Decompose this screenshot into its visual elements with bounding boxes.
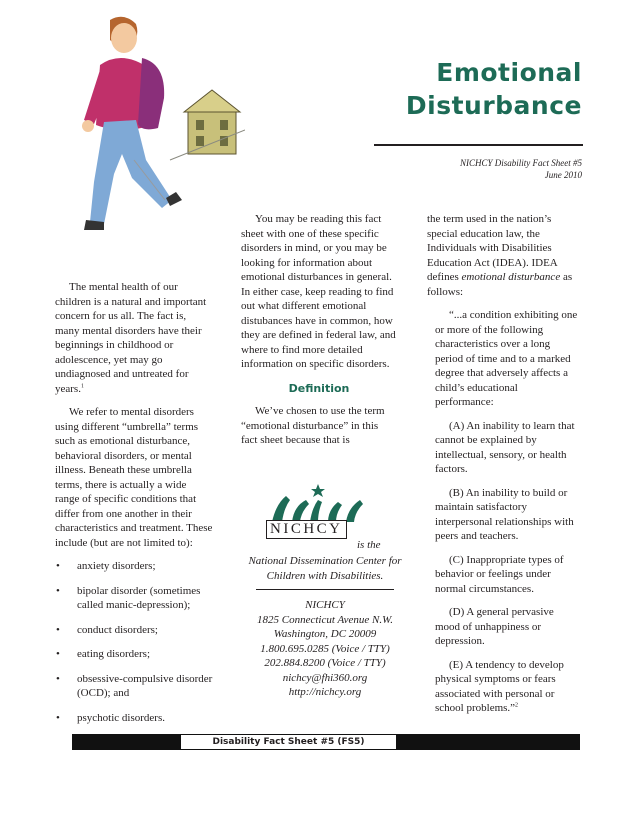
- quote-item-e-text: (E) A tendency to develop physical symptoms or fears associated with personal or school problems.”: [435, 658, 564, 714]
- nichcy-contact-box: [244, 482, 406, 700]
- school-building-icon: [170, 90, 245, 160]
- fact-sheet-date: June 2010: [544, 170, 582, 180]
- fact-sheet-label: NICHCY Disability Fact Sheet #5: [460, 158, 582, 168]
- page-title: [406, 56, 582, 122]
- quote-intro: “...a condition exhibiting one or more of the following characteristics over a long period of time and to a marked degree that adversely affects a child’s educational performance:: [435, 309, 578, 408]
- nichcy-website: http://nichcy.org: [288, 686, 362, 698]
- child-with-backpack-illustration: [70, 10, 245, 250]
- disorders-list: [55, 559, 213, 725]
- intro-paragraph: [55, 280, 213, 396]
- footnote-ref-1: 1: [80, 382, 84, 389]
- child-figure-icon: [82, 17, 182, 230]
- list-item: • obsessive-compulsive disorder (OCD); and: [55, 672, 213, 701]
- idea-text-em: emotional disturbance: [461, 271, 561, 283]
- nichcy-logo: [244, 482, 406, 551]
- nichcy-city: Washington, DC 20009: [273, 628, 377, 640]
- idea-text-b: as follows:: [427, 271, 573, 298]
- title-line-2: Disturbance: [405, 91, 582, 120]
- list-item: • anxiety disorders;: [55, 559, 213, 574]
- list-item: • bipolar disorder (sometimes called manic-depression);: [55, 584, 213, 613]
- list-item: • conduct disorders;: [55, 623, 213, 638]
- nichcy-name: NICHCY: [305, 599, 345, 611]
- column-3: [427, 212, 579, 725]
- quote-item-d: (D) A general pervasive mood of unhappiness or depression.: [435, 606, 554, 647]
- nichcy-is-the: is the: [357, 539, 381, 551]
- definition-heading: Definition: [288, 381, 350, 395]
- nichcy-phone-1: 1.800.695.0285 (Voice / TTY): [260, 642, 390, 655]
- nichcy-divider: [256, 589, 394, 590]
- idea-paragraph: [427, 212, 579, 299]
- nichcy-wordmark: NICHCY: [266, 520, 347, 539]
- column-1: [55, 280, 213, 735]
- list-item: • psychotic disorders.: [55, 711, 213, 726]
- footnote-ref-2: 2: [515, 702, 519, 709]
- definition-intro-paragraph: We’ve chosen to use the term “emotional disturbance” in this fact sheet because that is: [241, 405, 385, 446]
- list-item: • eating disorders;: [55, 647, 213, 662]
- intro-text: The mental health of our children is a natural and important concern for us all. The fact is, many mental disorders have their beginnings in childhood or adolescence, yet may go undiagnosed and untreated for years.: [55, 281, 207, 395]
- umbrella-paragraph: We refer to mental disorders using different “umbrella” terms such as emotional disturbance, behavioral disorders, or mental illness. Beneath these umbrella terms, there is actually a wide range of specific conditions that differ from one another in their characteristics and treatment. These include (but are not limited to):: [55, 406, 213, 549]
- nichcy-address: 1825 Connecticut Avenue N.W.: [257, 613, 393, 626]
- title-line-1: Emotional: [436, 58, 582, 87]
- quote-item-b: (B) An inability to build or maintain satisfactory interpersonal relationships with peers and teachers.: [435, 486, 574, 542]
- reading-paragraph: You may be reading this fact sheet with one of these specific disorders in mind, or you may be looking for information about emotional disturbances in general. In either case, keep reading to find out what different emotional distubances have in common, how they are defined in federal law, and where to find more detailed information on specific disorders.: [241, 213, 396, 370]
- nichcy-email: nichcy@fhi360.org: [282, 671, 368, 684]
- fact-sheet-info: [460, 157, 582, 181]
- title-divider: [374, 144, 583, 146]
- idea-definition-quote: [427, 308, 579, 716]
- quote-item-c: (C) Inappropriate types of behavior or feelings under normal circumstances.: [435, 553, 564, 595]
- footer-label: Disability Fact Sheet #5 (FS5): [180, 734, 397, 750]
- column-2: [241, 212, 397, 457]
- idea-text-a: the term used in the nation’s special education law, the Individuals with Disabilities Education Act (IDEA). IDEA defines: [427, 213, 558, 283]
- nichcy-org-name: National Dissemination Center for Children with Disabilities.: [248, 555, 402, 582]
- nichcy-phone-2: 202.884.8200 (Voice / TTY): [264, 657, 386, 669]
- quote-item-a: (A) An inability to learn that cannot be explained by intellectual, sensory, or health factors.: [435, 419, 575, 475]
- quote-item-e: [435, 658, 579, 716]
